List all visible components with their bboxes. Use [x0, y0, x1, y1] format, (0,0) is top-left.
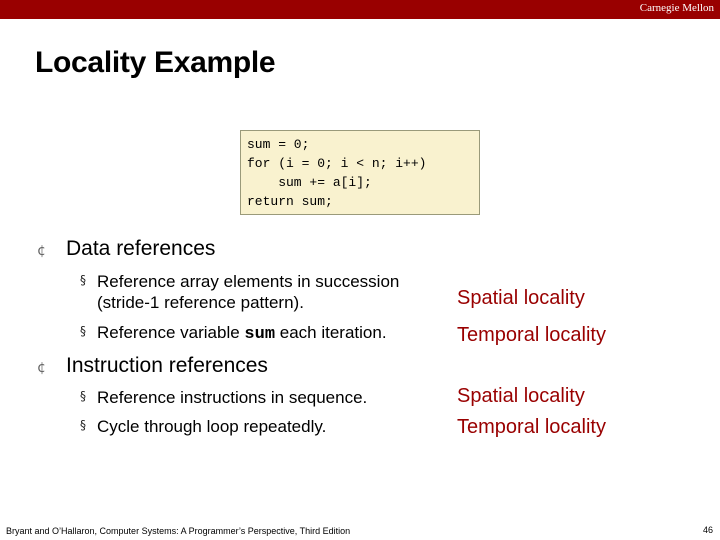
subitem-cycle-loop: Cycle through loop repeatedly. — [97, 417, 327, 436]
bullet-icon: ¢ — [37, 243, 46, 259]
subitem-array-succession — [97, 271, 399, 313]
subitem-line: (stride-1 reference pattern). — [97, 293, 304, 312]
subbullet-icon: § — [80, 389, 86, 403]
slide-title: Locality Example — [35, 46, 276, 79]
code-sum: sum — [244, 325, 276, 344]
locality-label: Temporal locality — [457, 416, 606, 438]
bullet-data-references: Data references — [66, 237, 216, 260]
code-line: sum += a[i]; — [247, 175, 372, 190]
bullet-icon: ¢ — [37, 360, 46, 376]
subitem-reference-sum — [97, 322, 387, 345]
code-line: sum = 0; — [247, 137, 310, 152]
header-bar — [0, 0, 720, 19]
locality-label: Temporal locality — [457, 324, 606, 346]
page-number: 46 — [702, 525, 713, 535]
code-block — [240, 130, 480, 215]
brand-label: Carnegie Mellon — [639, 2, 714, 14]
subbullet-icon: § — [80, 273, 86, 287]
subbullet-icon: § — [80, 418, 86, 432]
subbullet-icon: § — [80, 324, 86, 338]
subitem-line: Reference array elements in succession — [97, 272, 400, 291]
locality-label: Spatial locality — [457, 287, 585, 309]
subitem-instructions-sequence: Reference instructions in sequence. — [97, 388, 368, 407]
locality-label: Spatial locality — [457, 385, 585, 407]
footer-citation: Bryant and O’Hallaron, Computer Systems: A Programmer’s Perspective, Third Edition — [6, 526, 351, 536]
code-line: return sum; — [247, 194, 333, 209]
code-line: for (i = 0; i < n; i++) — [247, 156, 427, 171]
subitem-text: each iteration. — [275, 323, 387, 342]
subitem-text: Reference variable — [97, 323, 245, 342]
bullet-instruction-references: Instruction references — [66, 354, 268, 377]
